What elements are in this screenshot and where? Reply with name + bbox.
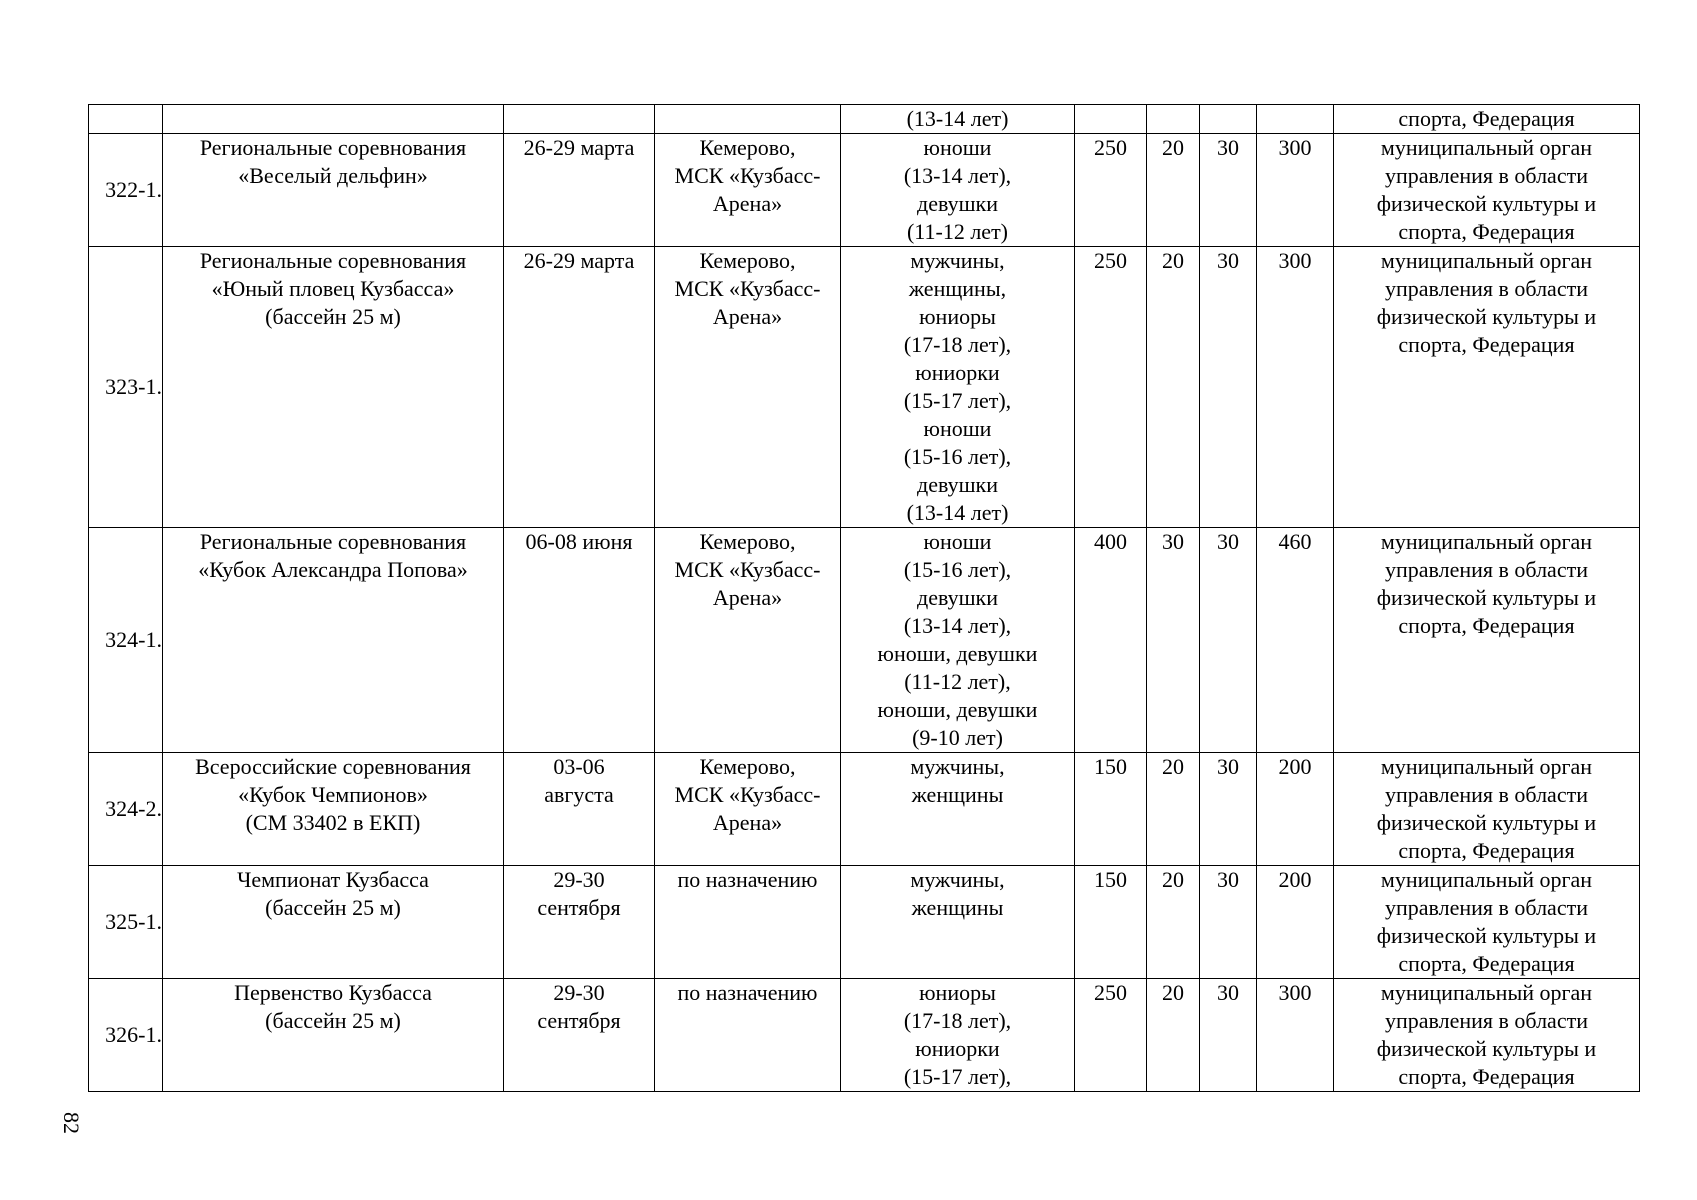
count-1-cell: 250: [1075, 979, 1147, 1092]
event-name-cell: Региональные соревнования «Веселый дельфин»: [163, 134, 504, 247]
event-dates-cell: 29-30 сентября: [504, 979, 655, 1092]
row-number-cell: 324-2.: [89, 753, 163, 866]
row-number-cell: 324-1.: [89, 528, 163, 753]
count-total-cell: 200: [1257, 753, 1334, 866]
event-place-cell: Кемерово, МСК «Кузбасс- Арена»: [655, 134, 841, 247]
row-number-cell: [89, 105, 163, 134]
organizer-cell: муниципальный орган управления в области физической культуры и спорта, Федерация: [1334, 866, 1640, 979]
participants-cell: юниоры (17-18 лет), юниорки (15-17 лет),: [841, 979, 1075, 1092]
count-2-cell: 20: [1147, 134, 1200, 247]
table-row: [89, 528, 1640, 753]
row-number-cell: 325-1.: [89, 866, 163, 979]
event-place-cell: по назначению: [655, 866, 841, 979]
participants-cell: мужчины, женщины: [841, 753, 1075, 866]
table-row: [89, 753, 1640, 866]
participants-cell: (13-14 лет): [841, 105, 1075, 134]
organizer-cell: муниципальный орган управления в области физической культуры и спорта, Федерация: [1334, 753, 1640, 866]
row-number-cell: 323-1.: [89, 247, 163, 528]
count-3-cell: 30: [1200, 134, 1257, 247]
count-1-cell: 400: [1075, 528, 1147, 753]
organizer-cell: муниципальный орган управления в области физической культуры и спорта, Федерация: [1334, 979, 1640, 1092]
count-1-cell: 250: [1075, 134, 1147, 247]
row-number-cell: 322-1.: [89, 134, 163, 247]
participants-cell: мужчины, женщины: [841, 866, 1075, 979]
count-2-cell: 30: [1147, 528, 1200, 753]
events-table: [88, 104, 1640, 1092]
row-number-cell: 326-1.: [89, 979, 163, 1092]
organizer-cell: муниципальный орган управления в области физической культуры и спорта, Федерация: [1334, 528, 1640, 753]
event-dates-cell: 06-08 июня: [504, 528, 655, 753]
event-dates-cell: 29-30 сентября: [504, 866, 655, 979]
event-name-cell: Первенство Кузбасса (бассейн 25 м): [163, 979, 504, 1092]
table-row: [89, 105, 1640, 134]
event-place-cell: Кемерово, МСК «Кузбасс- Арена»: [655, 247, 841, 528]
count-1-cell: 250: [1075, 247, 1147, 528]
count-total-cell: 300: [1257, 247, 1334, 528]
table-row: [89, 979, 1640, 1092]
count-2-cell: 20: [1147, 866, 1200, 979]
event-place-cell: по назначению: [655, 979, 841, 1092]
count-total-cell: 200: [1257, 866, 1334, 979]
count-total-cell: 300: [1257, 134, 1334, 247]
table-row: [89, 866, 1640, 979]
participants-cell: юноши (15-16 лет), девушки (13-14 лет), юноши, девушки (11-12 лет), юноши, девушки (9-10 лет): [841, 528, 1075, 753]
table-row: [89, 247, 1640, 528]
count-total-cell: 460: [1257, 528, 1334, 753]
event-place-cell: [655, 105, 841, 134]
table-row: [89, 134, 1640, 247]
count-2-cell: [1147, 105, 1200, 134]
event-dates-cell: 26-29 марта: [504, 134, 655, 247]
count-2-cell: 20: [1147, 247, 1200, 528]
page-number: 82: [59, 1112, 84, 1134]
event-name-cell: Чемпионат Кузбасса (бассейн 25 м): [163, 866, 504, 979]
count-1-cell: 150: [1075, 753, 1147, 866]
event-place-cell: Кемерово, МСК «Кузбасс- Арена»: [655, 753, 841, 866]
organizer-cell: муниципальный орган управления в области физической культуры и спорта, Федерация: [1334, 134, 1640, 247]
event-name-cell: Региональные соревнования «Кубок Александра Попова»: [163, 528, 504, 753]
participants-cell: мужчины, женщины, юниоры (17-18 лет), юниорки (15-17 лет), юноши (15-16 лет), девушки (13-14 лет): [841, 247, 1075, 528]
count-total-cell: 300: [1257, 979, 1334, 1092]
event-name-cell: Всероссийские соревнования «Кубок Чемпионов» (СМ 33402 в ЕКП): [163, 753, 504, 866]
count-1-cell: [1075, 105, 1147, 134]
event-place-cell: Кемерово, МСК «Кузбасс- Арена»: [655, 528, 841, 753]
event-dates-cell: 26-29 марта: [504, 247, 655, 528]
count-total-cell: [1257, 105, 1334, 134]
participants-cell: юноши (13-14 лет), девушки (11-12 лет): [841, 134, 1075, 247]
count-2-cell: 20: [1147, 753, 1200, 866]
event-name-cell: [163, 105, 504, 134]
organizer-cell: спорта, Федерация: [1334, 105, 1640, 134]
count-3-cell: 30: [1200, 753, 1257, 866]
count-3-cell: 30: [1200, 247, 1257, 528]
count-3-cell: [1200, 105, 1257, 134]
organizer-cell: муниципальный орган управления в области физической культуры и спорта, Федерация: [1334, 247, 1640, 528]
count-3-cell: 30: [1200, 528, 1257, 753]
event-name-cell: Региональные соревнования «Юный пловец Кузбасса» (бассейн 25 м): [163, 247, 504, 528]
count-1-cell: 150: [1075, 866, 1147, 979]
count-2-cell: 20: [1147, 979, 1200, 1092]
event-dates-cell: [504, 105, 655, 134]
event-dates-cell: 03-06 августа: [504, 753, 655, 866]
count-3-cell: 30: [1200, 979, 1257, 1092]
count-3-cell: 30: [1200, 866, 1257, 979]
